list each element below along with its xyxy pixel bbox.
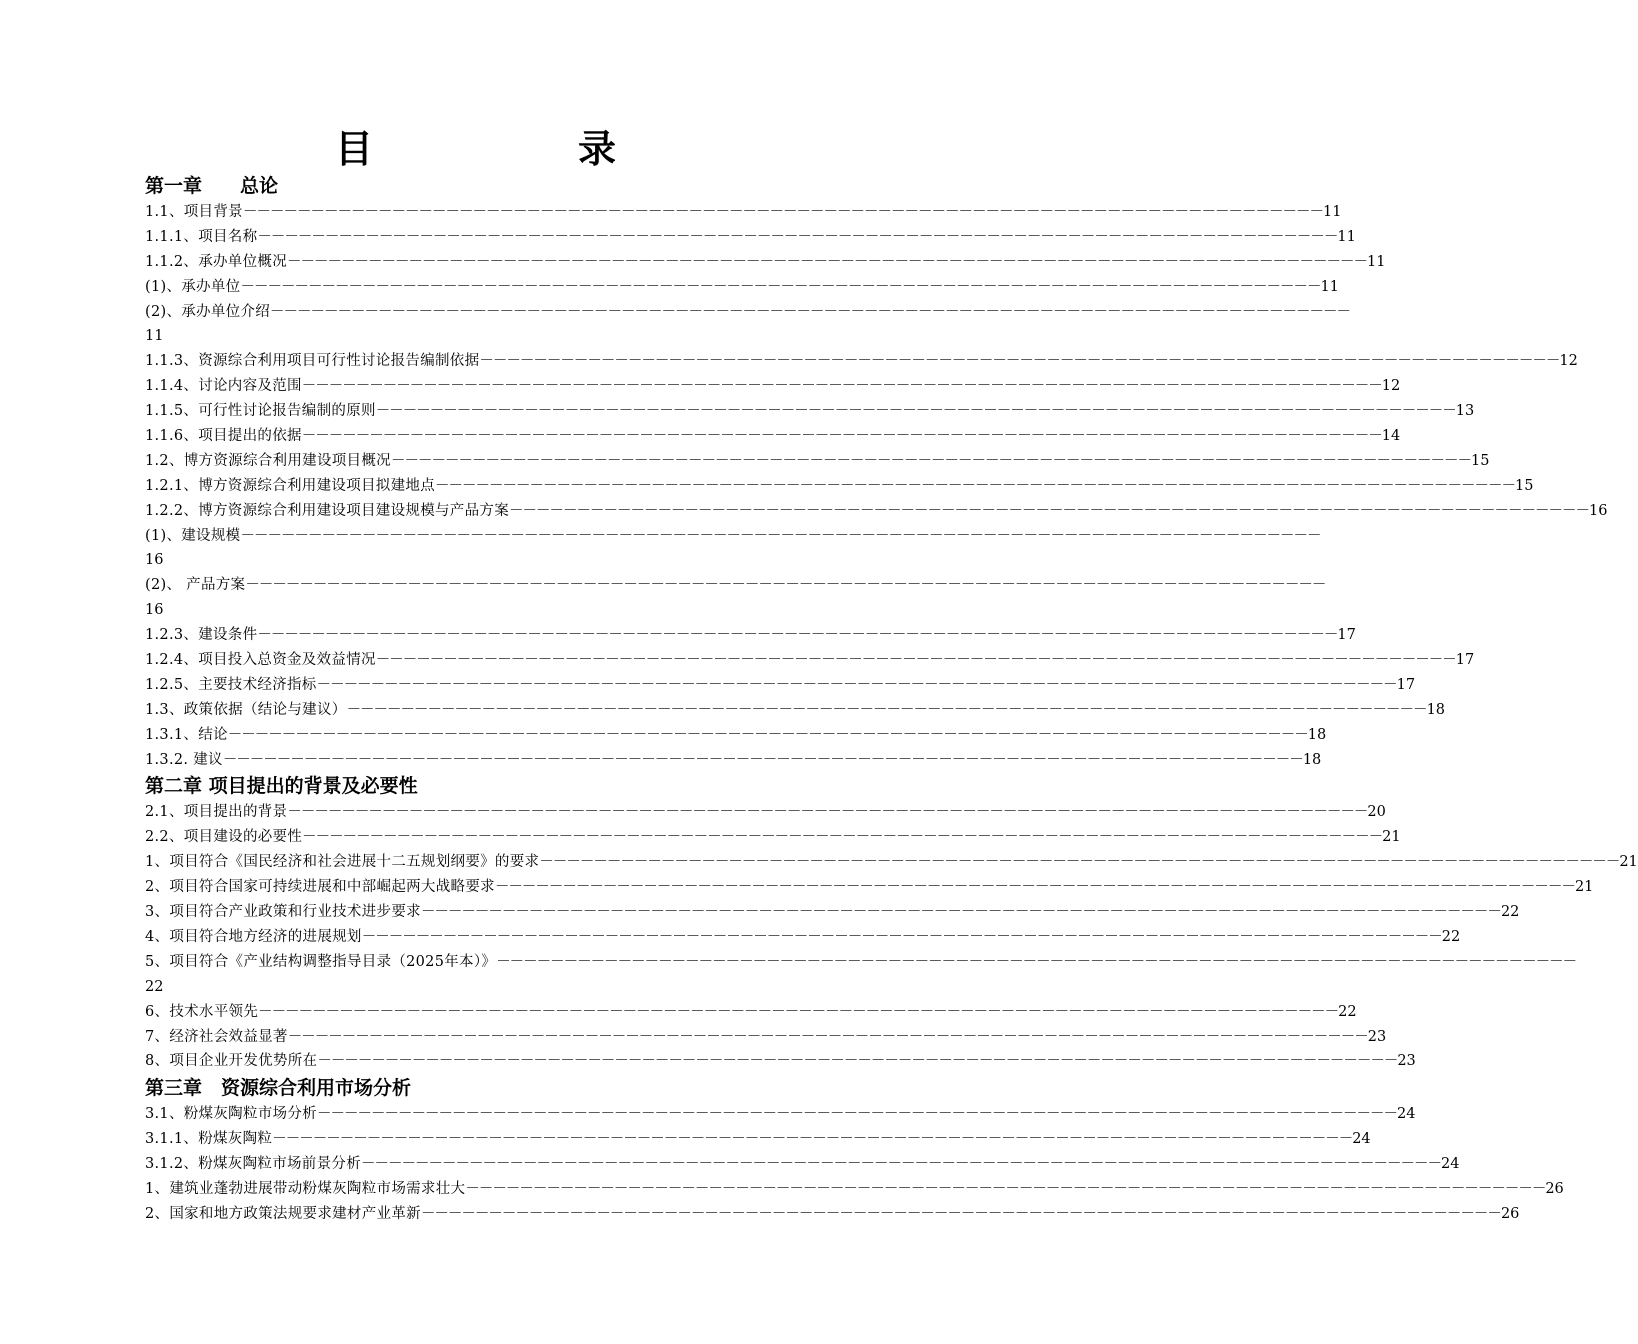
toc-entry[interactable] (145, 623, 1356, 648)
toc-entry-text: 8、项目企业开发优势所在 (145, 1053, 318, 1070)
toc-entry[interactable] (145, 275, 1339, 300)
toc-entry[interactable] (145, 850, 1638, 875)
leader-dashes: －－－－－－－－－－－－－－－－－－－－－－－－－－－－－－－－－－－－－－－－－－－－－－－－－－－－－－－－－－－－－－－－－－－－－－－－－－－－－－－－ (301, 378, 1382, 395)
toc-entry-text: (1)、承办单位 (145, 278, 241, 295)
toc-entry[interactable] (145, 1202, 1520, 1227)
leader-dashes: －－－－－－－－－－－－－－－－－－－－－－－－－－－－－－－－－－－－－－－－－－－－－－－－－－－－－－－－－－－－－－－－－－－－－－－－－－－－－－－－ (509, 502, 1589, 519)
toc-page-number: 11 (1337, 228, 1356, 245)
toc-entry-text: 1.2.4、项目投入总资金及效益情况 (145, 652, 376, 669)
toc-page-number: 21 (1574, 879, 1594, 896)
toc-entry-text: 1.2、博方资源综合利用建设项目概况 (145, 452, 391, 469)
toc-page-number: 14 (1381, 428, 1401, 445)
toc-entry[interactable] (145, 499, 1608, 524)
toc-entry-text: 3.1、粉煤灰陶粒市场分析 (145, 1106, 317, 1123)
toc-entry[interactable] (145, 698, 1446, 723)
toc-entry[interactable] (145, 250, 1386, 275)
chapter-heading[interactable]: 第一章 总论 (145, 175, 279, 197)
chapter-heading[interactable]: 第二章 项目提出的背景及必要性 (145, 775, 418, 798)
leader-dashes: －－－－－－－－－－－－－－－－－－－－－－－－－－－－－－－－－－－－－－－－－－－－－－－－－－－－－－－－－－－－－－－－－－－－－－－－－－－－－－－－ (346, 701, 1427, 718)
leader-dashes: －－－－－－－－－－－－－－－－－－－－－－－－－－－－－－－－－－－－－－－－－－－－－－－－－－－－－－－－－－－－－－－－－－－－－－－－－－－－－－－－ (465, 1180, 1546, 1197)
toc-entry[interactable] (145, 300, 1351, 325)
toc-entry[interactable] (145, 875, 1594, 900)
toc-page-number: 22 (1500, 904, 1520, 921)
toc-entry[interactable] (145, 825, 1401, 850)
leader-dashes: －－－－－－－－－－－－－－－－－－－－－－－－－－－－－－－－－－－－－－－－－－－－－－－－－－－－－－－－－－－－－－－－－－－－－－－－－－－－－－－－ (496, 953, 1577, 970)
toc-entry-text: 1.2.1、博方资源综合利用建设项目拟建地点 (145, 477, 435, 494)
toc-title-char-2: 录 (578, 127, 617, 171)
toc-entry-text: (1)、建设规模 (145, 527, 241, 544)
leader-dashes: －－－－－－－－－－－－－－－－－－－－－－－－－－－－－－－－－－－－－－－－－－－－－－－－－－－－－－－－－－－－－－－－－－－－－－－－－－－－－－－－ (435, 477, 1515, 494)
toc-entry-text: 1.1.5、可行性讨论报告编制的原则 (145, 403, 376, 420)
toc-page-number: 11 (1322, 204, 1342, 220)
toc-title-char-1: 目 (335, 127, 374, 171)
leader-dashes: －－－－－－－－－－－－－－－－－－－－－－－－－－－－－－－－－－－－－－－－－－－－－－－－－－－－－－－－－－－－－－－－－－－－－－－－－－－－－－－－ (301, 428, 1382, 445)
leader-dashes: －－－－－－－－－－－－－－－－－－－－－－－－－－－－－－－－－－－－－－－－－－－－－－－－－－－－－－－－－－－－－－－－－－－－－－－－－－－－－－－－ (240, 527, 1321, 544)
toc-entry[interactable] (145, 374, 1401, 399)
toc-entry[interactable] (145, 748, 1322, 773)
toc-page-number: 12 (1381, 378, 1401, 395)
toc-page-number: 24 (1396, 1106, 1416, 1123)
leader-dashes: －－－－－－－－－－－－－－－－－－－－－－－－－－－－－－－－－－－－－－－－－－－－－－－－－－－－－－－－－－－－－－－－－－－－－－－－－－－－－－－－ (361, 1156, 1441, 1173)
leader-dashes: －－－－－－－－－－－－－－－－－－－－－－－－－－－－－－－－－－－－－－－－－－－－－－－－－－－－－－－－－－－－－－－－－－－－－－－－－－－－－－－－ (494, 879, 1575, 896)
toc-page-number: 17 (1455, 652, 1475, 669)
toc-entry[interactable] (145, 950, 1577, 975)
leader-dashes: －－－－－－－－－－－－－－－－－－－－－－－－－－－－－－－－－－－－－－－－－－－－－－－－－－－－－－－－－－－－－－－－－－－－－－－－－－－－－－－－ (287, 1028, 1368, 1045)
leader-dashes: －－－－－－－－－－－－－－－－－－－－－－－－－－－－－－－－－－－－－－－－－－－－－－－－－－－－－－－－－－－－－－－－－－－－－－－－－－－－－－－－ (375, 403, 1456, 420)
toc-entry[interactable] (145, 349, 1578, 374)
toc-entry[interactable] (145, 900, 1520, 925)
toc-entry[interactable] (145, 449, 1490, 474)
toc-entry-text: 1.1.2、承办单位概况 (145, 253, 287, 270)
toc-entry[interactable] (145, 800, 1386, 825)
toc-entry-text: 1.3.1、结论 (145, 726, 228, 743)
leader-dashes: －－－－－－－－－－－－－－－－－－－－－－－－－－－－－－－－－－－－－－－－－－－－－－－－－－－－－－－－－－－－－－－－－－－－－－－－－－－－－－－－ (479, 353, 1560, 370)
toc-entry-text: 1、项目符合《国民经济和社会进展十二五规划纲要》的要求 (145, 854, 540, 871)
toc-entry-text: 3.1.2、粉煤灰陶粒市场前景分析 (145, 1156, 361, 1173)
leader-dashes: －－－－－－－－－－－－－－－－－－－－－－－－－－－－－－－－－－－－－－－－－－－－－－－－－－－－－－－－－－－－－－－－－－－－－－－－－－－－－－－－ (420, 904, 1501, 921)
leader-dashes: －－－－－－－－－－－－－－－－－－－－－－－－－－－－－－－－－－－－－－－－－－－－－－－－－－－－－－－－－－－－－－－－－－－－－－－－－－－－－－－－ (375, 652, 1456, 669)
toc-entry[interactable] (145, 1152, 1460, 1177)
toc-page-number: 20 (1367, 804, 1386, 821)
toc-entry-text: 1.1.6、项目提出的依据 (145, 428, 302, 445)
toc-page-number: 16 (145, 552, 164, 569)
leader-dashes: －－－－－－－－－－－－－－－－－－－－－－－－－－－－－－－－－－－－－－－－－－－－－－－－－－－－－－－－－－－－－－－－－－－－－－－－－－－－－－－－ (240, 278, 1321, 295)
toc-page-number: 11 (145, 328, 164, 345)
leader-dashes: －－－－－－－－－－－－－－－－－－－－－－－－－－－－－－－－－－－－－－－－－－－－－－－－－－－－－－－－－－－－－－－－－－－－－－－－－－－－－－－－ (302, 829, 1383, 846)
toc-entry-text: 1.3、政策依据（结论与建议） (145, 701, 347, 718)
toc-page-number: 17 (1396, 676, 1416, 693)
toc-entry[interactable] (145, 424, 1401, 449)
toc-entry[interactable] (145, 1000, 1357, 1025)
toc-page-number: 11 (1320, 278, 1339, 295)
leader-dashes: －－－－－－－－－－－－－－－－－－－－－－－－－－－－－－－－－－－－－－－－－－－－－－－－－－－－－－－－－－－－－－－－－－－－－－－－－－－－－－－－ (227, 726, 1308, 743)
toc-page-number: 24 (1441, 1156, 1460, 1173)
toc-page-number: 16 (145, 602, 164, 619)
toc-entry-text: 5、项目符合《产业结构调整指导目录（2025年本）》 (145, 953, 497, 970)
toc-page-number: 23 (1367, 1028, 1387, 1045)
toc-entry[interactable] (145, 200, 1342, 225)
leader-dashes: －－－－－－－－－－－－－－－－－－－－－－－－－－－－－－－－－－－－－－－－－－－－－－－－－－－－－－－－－－－－－－－－－－－－－－－－－－－－－－－－ (272, 1131, 1353, 1148)
toc-entry-text: 2、国家和地方政策法规要求建材产业革新 (145, 1205, 421, 1222)
toc-page-number: 22 (1441, 928, 1461, 945)
toc-entry-text: (2)、承办单位介绍 (145, 303, 271, 320)
leader-dashes: －－－－－－－－－－－－－－－－－－－－－－－－－－－－－－－－－－－－－－－－－－－－－－－－－－－－－－－－－－－－－－－－－－－－－－－－－－－－－－－－ (257, 627, 1338, 644)
toc-page-number: 24 (1352, 1131, 1371, 1148)
leader-dashes: －－－－－－－－－－－－－－－－－－－－－－－－－－－－－－－－－－－－－－－－－－－－－－－－－－－－－－－－－－－－－－－－－－－－－－－－－－－－－－－－ (420, 1205, 1501, 1222)
leader-dashes: －－－－－－－－－－－－－－－－－－－－－－－－－－－－－－－－－－－－－－－－－－－－－－－－－－－－－－－－－－－－－－－－－－－－－－－－－－－－－－－－ (242, 204, 1323, 220)
leader-dashes: －－－－－－－－－－－－－－－－－－－－－－－－－－－－－－－－－－－－－－－－－－－－－－－－－－－－－－－－－－－－－－－－－－－－－－－－－－－－－－－－ (316, 676, 1397, 693)
toc-page-number: 23 (1397, 1053, 1416, 1070)
leader-dashes: －－－－－－－－－－－－－－－－－－－－－－－－－－－－－－－－－－－－－－－－－－－－－－－－－－－－－－－－－－－－－－－－－－－－－－－－－－－－－－－－ (390, 452, 1471, 469)
toc-entry-text: 1.1.3、资源综合利用项目可行性讨论报告编制依据 (145, 353, 480, 370)
toc-entry-text: 2.1、项目提出的背景 (145, 804, 288, 821)
toc-page-number: 21 (1619, 854, 1638, 871)
toc-entry[interactable] (145, 925, 1461, 950)
toc-entry-text: 3.1.1、粉煤灰陶粒 (145, 1131, 273, 1148)
toc-entry-text: 1.3.2. 建议 (145, 751, 223, 768)
toc-title (0, 124, 950, 174)
toc-page-number: 11 (1367, 253, 1386, 270)
leader-dashes: －－－－－－－－－－－－－－－－－－－－－－－－－－－－－－－－－－－－－－－－－－－－－－－－－－－－－－－－－－－－－－－－－－－－－－－－－－－－－－－－ (245, 577, 1326, 594)
toc-page-number: 18 (1302, 751, 1322, 768)
toc-entry-text: 6、技术水平领先 (145, 1003, 259, 1020)
toc-entry[interactable] (145, 573, 1326, 598)
chapter-heading[interactable]: 第三章 资源综合利用市场分析 (145, 1077, 412, 1100)
toc-page-number: 13 (1455, 403, 1475, 420)
toc-page-number: 22 (1338, 1003, 1357, 1020)
leader-dashes: －－－－－－－－－－－－－－－－－－－－－－－－－－－－－－－－－－－－－－－－－－－－－－－－－－－－－－－－－－－－－－－－－－－－－－－－－－－－－－－－ (287, 804, 1368, 821)
toc-entry[interactable] (145, 1102, 1416, 1127)
toc-page-number: 22 (145, 978, 164, 995)
leader-dashes: －－－－－－－－－－－－－－－－－－－－－－－－－－－－－－－－－－－－－－－－－－－－－－－－－－－－－－－－－－－－－－－－－－－－－－－－－－－－－－－－ (257, 228, 1338, 245)
toc-entry-text: 1.1、项目背景 (145, 204, 243, 220)
leader-dashes: －－－－－－－－－－－－－－－－－－－－－－－－－－－－－－－－－－－－－－－－－－－－－－－－－－－－－－－－－－－－－－－－－－－－－－－－－－－－－－－－ (316, 1106, 1397, 1123)
toc-entry-text: 1.1.4、讨论内容及范围 (145, 378, 302, 395)
toc-entry[interactable] (145, 723, 1327, 748)
leader-dashes: －－－－－－－－－－－－－－－－－－－－－－－－－－－－－－－－－－－－－－－－－－－－－－－－－－－－－－－－－－－－－－－－－－－－－－－－－－－－－－－－ (539, 854, 1620, 871)
leader-dashes: －－－－－－－－－－－－－－－－－－－－－－－－－－－－－－－－－－－－－－－－－－－－－－－－－－－－－－－－－－－－－－－－－－－－－－－－－－－－－－－－ (361, 928, 1442, 945)
leader-dashes: －－－－－－－－－－－－－－－－－－－－－－－－－－－－－－－－－－－－－－－－－－－－－－－－－－－－－－－－－－－－－－－－－－－－－－－－－－－－－－－－ (222, 751, 1303, 768)
toc-page-number: 12 (1559, 353, 1578, 370)
toc-page-number: 18 (1426, 701, 1446, 718)
toc-entry-text: 2、项目符合国家可持续进展和中部崛起两大战略要求 (145, 879, 495, 896)
toc-entry[interactable] (145, 1127, 1371, 1152)
toc-entry-text: 4、项目符合地方经济的进展规划 (145, 928, 362, 945)
toc-page-number: 15 (1515, 477, 1534, 494)
toc-page-number: 26 (1500, 1205, 1520, 1222)
leader-dashes: －－－－－－－－－－－－－－－－－－－－－－－－－－－－－－－－－－－－－－－－－－－－－－－－－－－－－－－－－－－－－－－－－－－－－－－－－－－－－－－－ (287, 253, 1367, 270)
toc-entry[interactable] (145, 648, 1475, 673)
leader-dashes: －－－－－－－－－－－－－－－－－－－－－－－－－－－－－－－－－－－－－－－－－－－－－－－－－－－－－－－－－－－－－－－－－－－－－－－－－－－－－－－－ (317, 1053, 1398, 1070)
toc-entry[interactable] (145, 1049, 1416, 1074)
toc-entry[interactable] (145, 474, 1534, 499)
toc-entry-text: 2.2、项目建设的必要性 (145, 829, 303, 846)
toc-page-number: 16 (1589, 502, 1608, 519)
toc-entry[interactable] (145, 399, 1475, 424)
toc-entry[interactable] (145, 1025, 1387, 1050)
toc-entry-text: 7、经济社会效益显著 (145, 1028, 288, 1045)
toc-entry[interactable] (145, 673, 1416, 698)
toc-entry-text: 3、项目符合产业政策和行业技术进步要求 (145, 904, 421, 921)
table-of-contents (145, 172, 1638, 1227)
toc-page-number: 15 (1470, 452, 1490, 469)
toc-entry-text: 1.2.3、建设条件 (145, 627, 258, 644)
toc-page-number: 17 (1337, 627, 1356, 644)
toc-entry-text: 1.2.5、主要技术经济指标 (145, 676, 317, 693)
toc-page-number: 21 (1382, 829, 1401, 846)
toc-entry-text: 1.1.1、项目名称 (145, 228, 258, 245)
toc-entry[interactable] (145, 1177, 1564, 1202)
toc-page-number: 26 (1545, 1180, 1564, 1197)
toc-entry-text: (2)、 产品方案 (145, 577, 246, 594)
toc-entry-text: 1、建筑业蓬勃进展带动粉煤灰陶粒市场需求壮大 (145, 1180, 466, 1197)
leader-dashes: －－－－－－－－－－－－－－－－－－－－－－－－－－－－－－－－－－－－－－－－－－－－－－－－－－－－－－－－－－－－－－－－－－－－－－－－－－－－－－－－ (270, 303, 1351, 320)
toc-entry-text: 1.2.2、博方资源综合利用建设项目建设规模与产品方案 (145, 502, 509, 519)
toc-entry[interactable] (145, 225, 1356, 250)
toc-entry[interactable] (145, 524, 1321, 549)
leader-dashes: －－－－－－－－－－－－－－－－－－－－－－－－－－－－－－－－－－－－－－－－－－－－－－－－－－－－－－－－－－－－－－－－－－－－－－－－－－－－－－－－ (258, 1003, 1339, 1020)
toc-page-number: 18 (1307, 726, 1327, 743)
